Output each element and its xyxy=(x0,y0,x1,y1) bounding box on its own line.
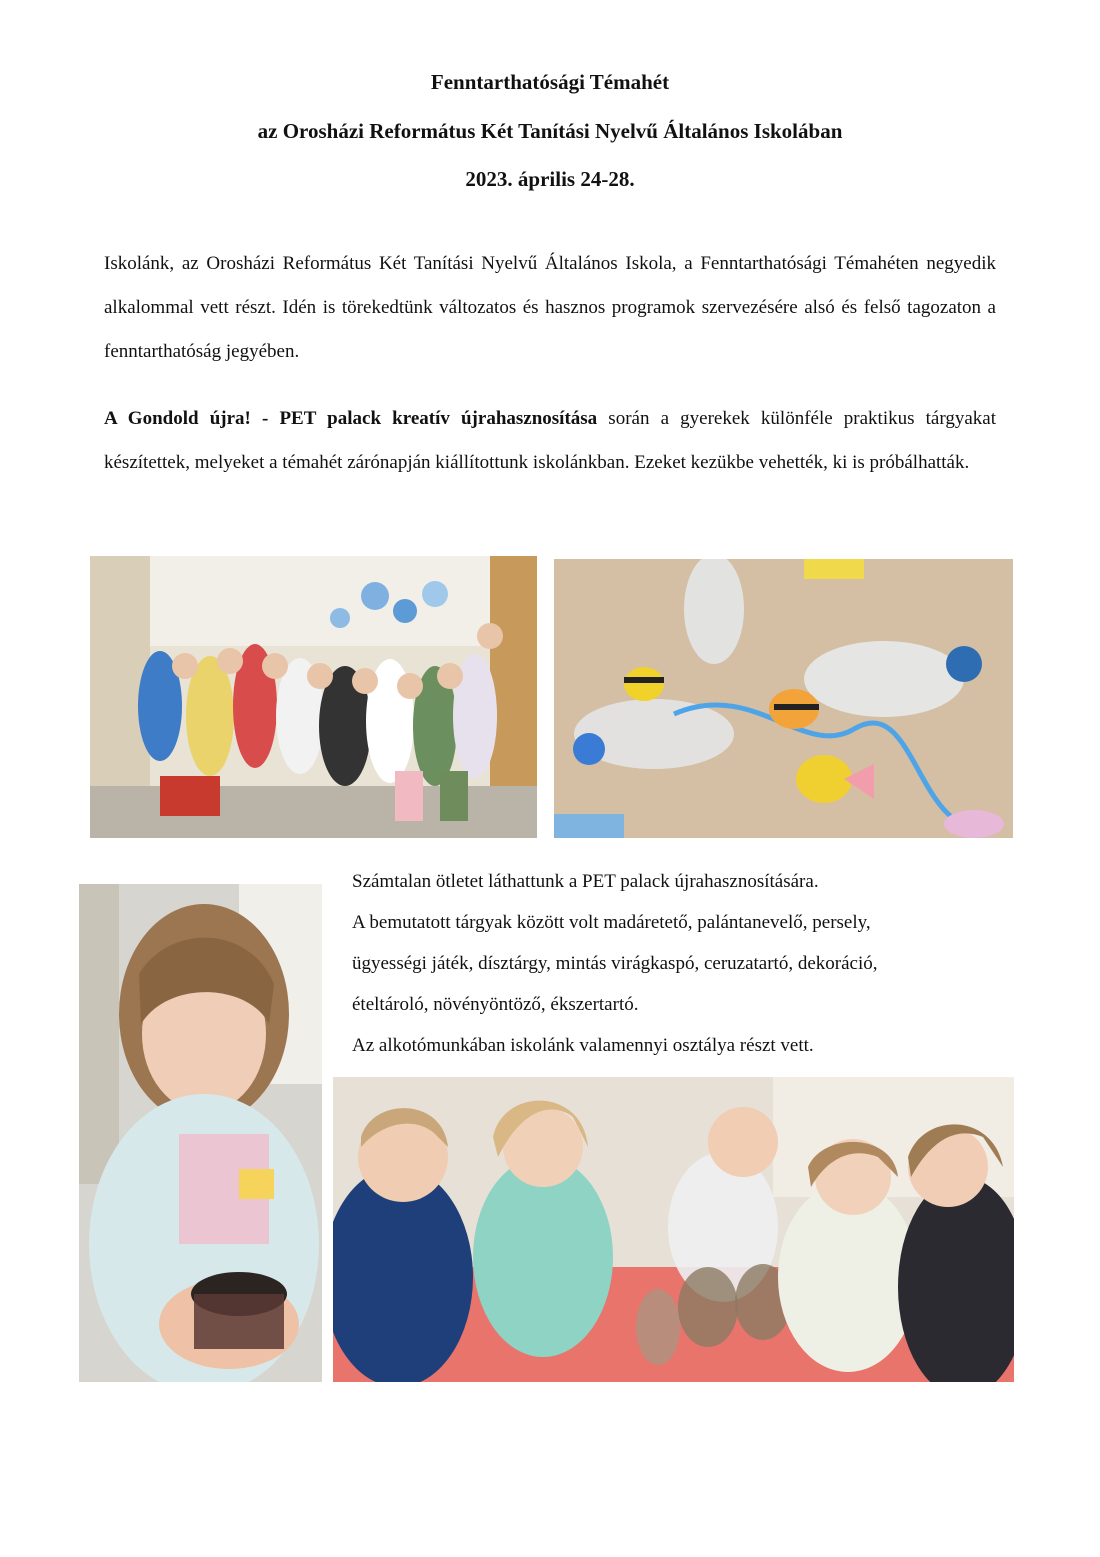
side-text-line-3: ügyességi játék, dísztárgy, mintás virágkaspó, ceruzatartó, dekoráció, xyxy=(352,953,878,974)
project-paragraph xyxy=(104,397,996,485)
side-text-line-5: Az alkotómunkában iskolánk valamennyi osztálya részt vett. xyxy=(352,1035,814,1056)
title-line-1: Fenntarthatósági Témahét xyxy=(430,70,670,94)
photo-bottle-crafts-image xyxy=(554,559,1013,838)
photo-children-group-image xyxy=(90,556,537,838)
side-text-block xyxy=(352,861,1012,1066)
title-line-2: az Orosházi Református Két Tanítási Nyelvű Általános Iskolában xyxy=(257,119,843,143)
photo-girl-with-plant-image xyxy=(79,884,322,1382)
side-text-line-4: ételtároló, növényöntöző, ékszertartó. xyxy=(352,994,639,1015)
side-text-line-2: A bemutatott tárgyak között volt madáretető, palántanevelő, persely, xyxy=(352,912,871,933)
project-description: során a gyerekek különféle praktikus tárgyakat készítettek, melyeket a témahét zárónapján kiállítottunk iskolánkban. Ezeket kezükbe vehették, ki is próbálhatták. xyxy=(104,408,996,473)
photo-children-group xyxy=(90,556,537,838)
photo-children-at-table-image xyxy=(333,1077,1014,1382)
side-text-line-1: Számtalan ötletet láthattunk a PET palack újrahasznosítására. xyxy=(352,871,819,892)
photo-children-at-table xyxy=(333,1077,1014,1382)
photo-bottle-crafts xyxy=(554,559,1013,838)
photo-girl-with-plant xyxy=(79,884,322,1382)
title-line-3-date: 2023. április 24-28. xyxy=(465,167,635,191)
intro-paragraph: Iskolánk, az Orosházi Református Két Tanítási Nyelvű Általános Iskola, a Fenntarthatósági Témahéten negyedik alkalommal vett részt. Idén is törekedtünk változatos és hasznos programok szervezésére alsó és felső tagozaton a fenntarthatóság jegyében. xyxy=(104,253,996,362)
project-title: A Gondold újra! - PET palack kreatív újrahasznosítása xyxy=(104,408,598,429)
